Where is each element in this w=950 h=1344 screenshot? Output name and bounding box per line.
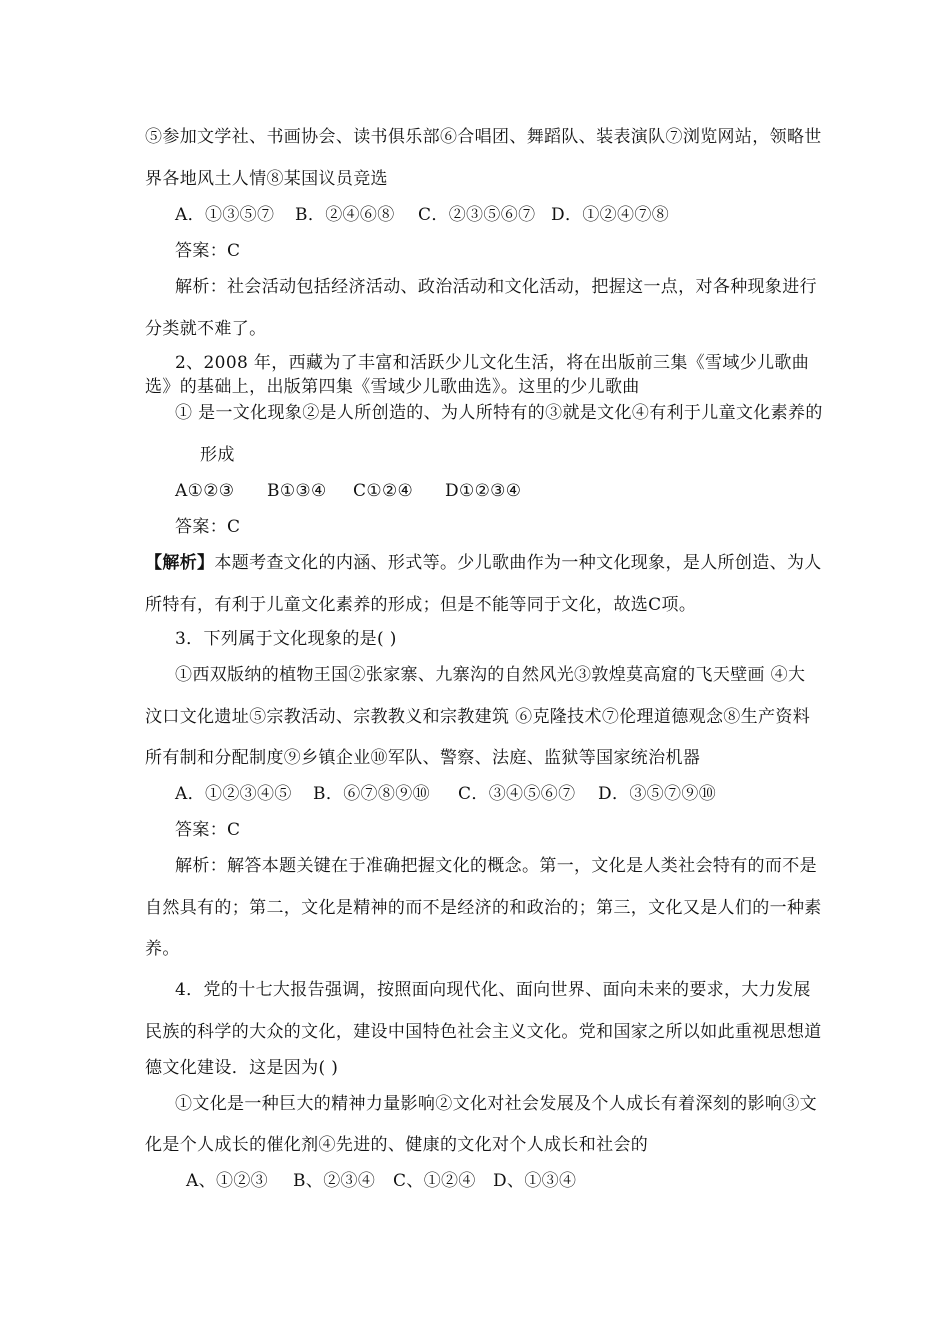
q1-option-d: D．①②④⑦⑧: [551, 205, 670, 225]
q4-option-a: A、①②③: [186, 1171, 269, 1191]
q4-items-line-2: 化是个人成长的催化剂④先进的、健康的文化对个人成长和社会的: [145, 1135, 649, 1155]
q2-option-b: B①③④: [267, 481, 327, 501]
q3-answer: 答案：C: [175, 820, 241, 840]
q2-stem-line-3: ① 是一文化现象②是人所创造的、为人所特有的③就是文化④有利于儿童文化素养的: [175, 403, 823, 423]
q2-option-d: D①②③④: [445, 481, 522, 501]
q4-stem-line-3: 德文化建设．这是因为( ): [145, 1058, 339, 1078]
q3-items-line-3: 所有制和分配制度⑨乡镇企业⑩军队、警察、法庭、监狱等国家统治机器: [145, 748, 701, 768]
q1-analysis-line-1: 解析：社会活动包括经济活动、政治活动和文化活动，把握这一点，对各种现象进行: [175, 277, 817, 297]
q4-options: [186, 1170, 576, 1192]
q2-analysis-label: 【解析】: [145, 553, 215, 573]
q1-option-c: C．②③⑤⑥⑦: [418, 205, 536, 225]
q1-option-b: B．②④⑥⑧: [295, 205, 395, 225]
q1-options: [175, 204, 669, 226]
q2-option-c: C①②④: [353, 481, 414, 501]
q3-items-line-2: 汶口文化遗址⑤宗教活动、宗教教义和宗教建筑 ⑥克隆技术⑦伦理道德观念⑧生产资料: [145, 707, 811, 727]
q1-analysis-line-2: 分类就不难了。: [145, 319, 267, 339]
q3-option-b: B．⑥⑦⑧⑨⑩: [313, 784, 430, 804]
q3-option-a: A．①②③④⑤: [175, 784, 292, 804]
q2-analysis-text: 本题考查文化的内涵、形式等。少儿歌曲作为一种文化现象，是人所创造、为人: [214, 553, 822, 573]
q3-option-d: D．③⑤⑦⑨⑩: [598, 784, 717, 804]
q3-analysis-line-1: 解析：解答本题关键在于准确把握文化的概念。第一，文化是人类社会特有的而不是: [175, 856, 817, 876]
q4-stem-line-1: 4．党的十七大报告强调，按照面向现代化、面向世界、面向未来的要求，大力发展: [175, 980, 811, 1000]
q2-stem-line-4: 形成: [200, 445, 235, 465]
q2-stem-line-1: 2、2008 年，西藏为了丰富和活跃少儿文化生活，将在出版前三集《雪域少儿歌曲: [175, 353, 810, 373]
q2-analysis-line-1: [145, 552, 822, 574]
q4-items-line-1: ①文化是一种巨大的精神力量影响②文化对社会发展及个人成长有着深刻的影响③文: [175, 1094, 817, 1114]
q3-option-c: C．③④⑤⑥⑦: [458, 784, 576, 804]
q4-stem-line-2: 民族的科学的大众的文化，建设中国特色社会主义文化。党和国家之所以如此重视思想道: [145, 1022, 822, 1042]
q4-option-c: C、①②④: [393, 1171, 476, 1191]
q3-items-line-1: ①西双版纳的植物王国②张家寨、九寨沟的自然风光③敦煌莫高窟的飞天壁画 ④大: [175, 665, 806, 685]
q2-answer: 答案：C: [175, 517, 241, 537]
q2-analysis-line-2: 所特有，有利于儿童文化素养的形成；但是不能等同于文化，故选C项。: [145, 595, 697, 615]
q1-items-line-2: 界各地风土人情⑧某国议员竞选: [145, 169, 388, 189]
q2-option-a: A①②③: [175, 481, 235, 501]
q4-option-d: D、①③④: [493, 1171, 577, 1191]
q1-answer: 答案：C: [175, 241, 241, 261]
q3-stem: 3．下列属于文化现象的是( ): [175, 629, 397, 649]
q3-analysis-line-2: 自然具有的；第二，文化是精神的而不是经济的和政治的；第三，文化又是人们的一种素: [145, 898, 822, 918]
q4-option-b: B、②③④: [293, 1171, 376, 1191]
q2-options: [175, 480, 521, 502]
q2-stem-line-2: 选》的基础上，出版第四集《雪域少儿歌曲选》。这里的少儿歌曲: [145, 377, 640, 397]
q3-analysis-line-3: 养。: [145, 939, 180, 959]
q1-items-line-1: ⑤参加文学社、书画协会、读书俱乐部⑥合唱团、舞蹈队、装表演队⑦浏览网站，领略世: [145, 127, 822, 147]
q1-option-a: A．①③⑤⑦: [175, 205, 275, 225]
q3-options: [175, 783, 716, 805]
